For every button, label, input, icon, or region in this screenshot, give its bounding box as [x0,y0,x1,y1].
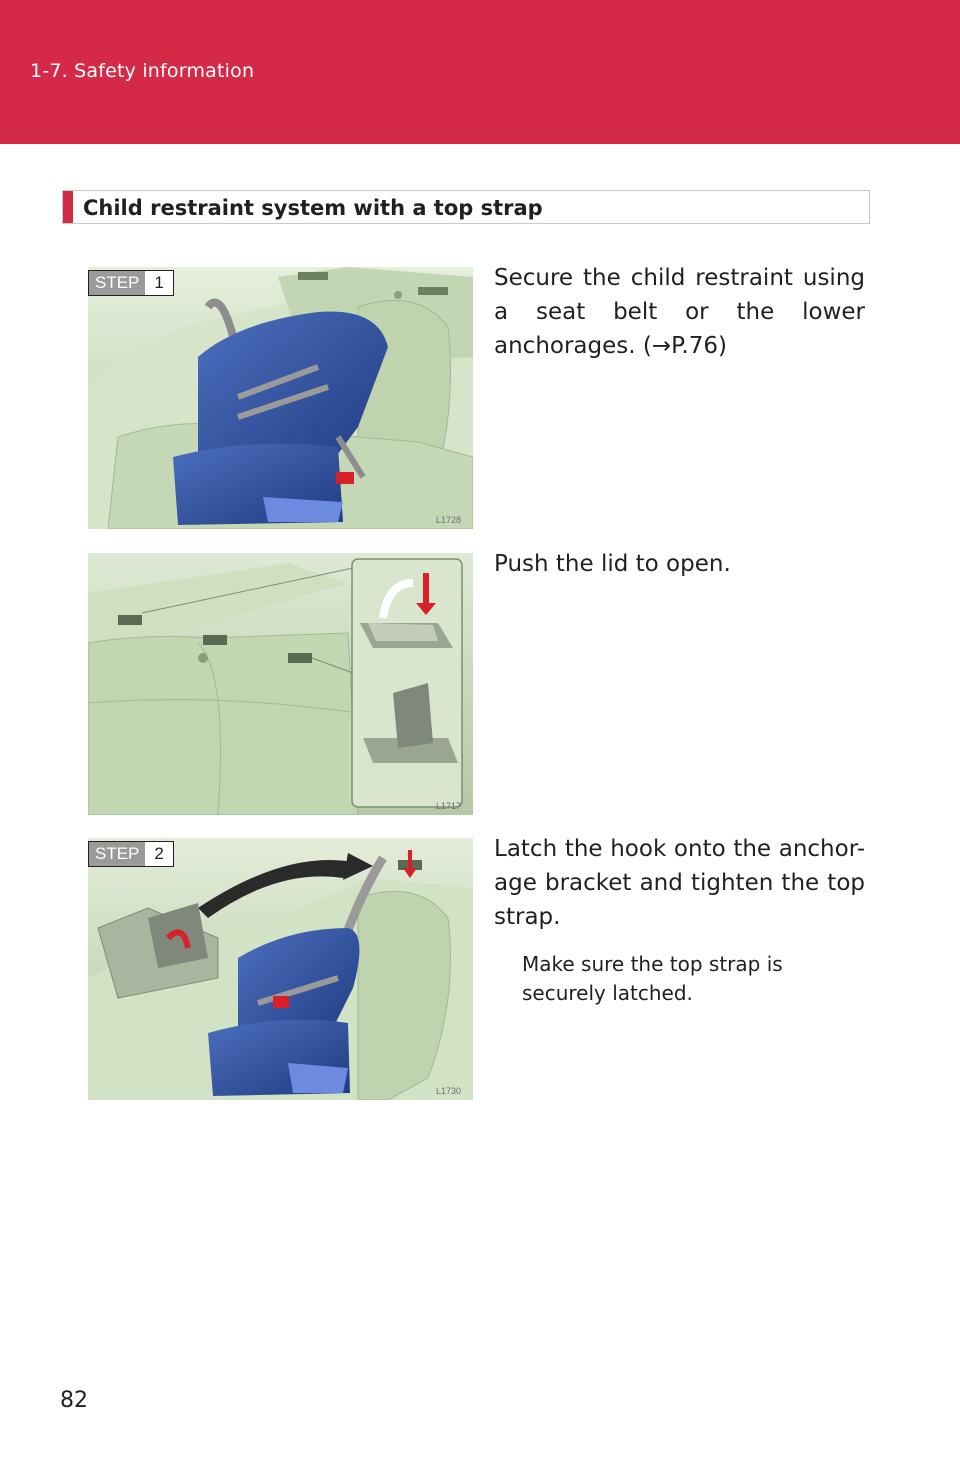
figure-code: L1728 [435,515,461,525]
heading-text: Child restraint system with a top strap [83,196,543,220]
step-lid-text: Push the lid to open. [494,551,731,577]
heading-accent-bar [63,191,73,223]
step-2-badge [88,841,174,867]
section-heading [62,190,870,224]
figure-child-restraint-installed [88,267,473,529]
figure-anchor-lid [88,553,473,815]
step-1-badge [88,270,174,296]
step-label: STEP [89,842,145,866]
step-label: STEP [89,271,145,295]
step-1-text: Secure the child restraint using a seat belt or the lower anchorages. (→P.76) [494,265,865,359]
step-2-text: Latch the hook onto the anchor-age bracket and tighten the top strap. [494,836,865,930]
figure-top-strap-latched [88,838,473,1100]
step-number: 1 [154,273,164,292]
step-2-note: Make sure the top strap is securely latched. [522,952,783,1005]
step-number: 2 [154,844,164,863]
section-title: 1-7. Safety information [30,60,255,82]
figure-code: L1717 [435,801,461,811]
page-number: 82 [60,1388,88,1413]
figure-code: L1730 [435,1086,461,1096]
